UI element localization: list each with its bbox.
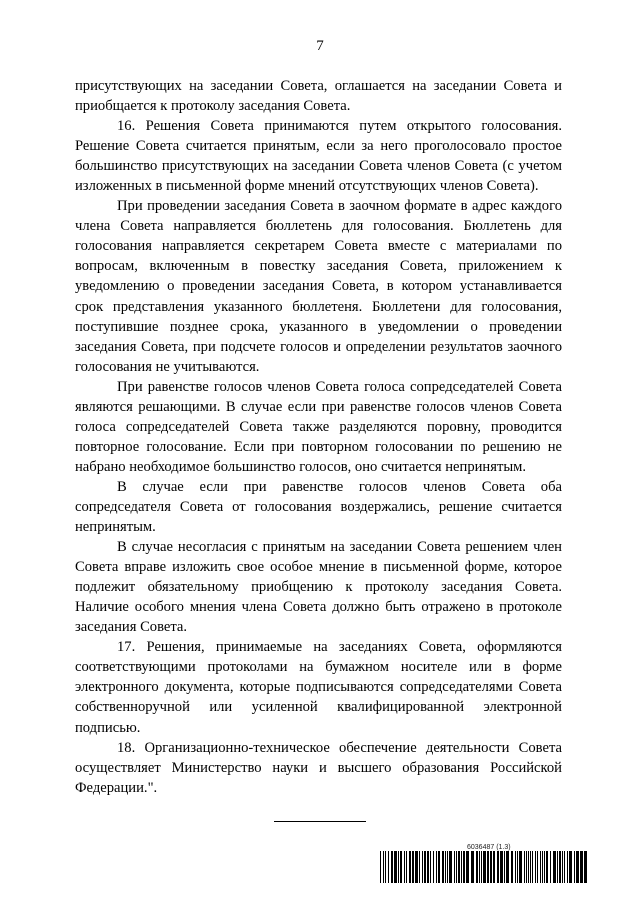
paragraph: В случае несогласия с принятым на заседании Совета решением член Совета вправе изложить свое особое мнение в письменной форме, которое подлежит обязательному приобщению к протоколу заседания Совета. Наличие особого мнения члена Совета должно быть отражено в протоколе заседания Совета.: [75, 539, 562, 636]
paragraph: При равенстве голосов членов Совета голоса сопредседателей Совета являются решающими. В случае если при равенстве голосов членов Совета голоса сопредседателей Совета также разделяются поровну, проводится повторное голосование. Если при повторном голосовании по решению не набрано необходимое большинство голосов, оно считается непринятым.: [75, 378, 562, 475]
separator-line: [274, 821, 366, 822]
paragraph: 17. Решения, принимаемые на заседаниях Совета, оформляются соответствующими протоколами на бумажном носителе или в форме электронного документа, которые подписываются сопредседателями Совета собственноручной или усиленной квалифицированной электронной подписью.: [75, 639, 562, 736]
paragraph: присутствующих на заседании Совета, оглашается на заседании Совета и приобщается к протоколу заседания Совета.: [75, 78, 562, 115]
barcode-icon: [380, 851, 587, 883]
document-body: [75, 76, 562, 798]
paragraph: 18. Организационно-техническое обеспечение деятельности Совета осуществляет Министерство науки и высшего образования Российской Федерации.".: [75, 739, 562, 796]
page-number: 7: [316, 38, 324, 54]
document-code: 6036487 (1.3): [467, 844, 511, 851]
paragraph: При проведении заседания Совета в заочном формате в адрес каждого члена Совета направляется бюллетень для голосования. Бюллетень для голосования направляется секретарем Совета вместе с материалами по вопросам, включенным в повестку заседания Совета, приложением к уведомлению о проведении заседания Совета, в котором устанавливается срок представления указанного бюллетеня. Бюллетени для голосования, поступившие позднее срока, указанного в уведомлении о проведении заседания Совета, при подсчете голосов и определении результатов заочного голосования не учитываются.: [75, 198, 562, 375]
paragraph: В случае если при равенстве голосов членов Совета оба сопредседателя Совета от голосования воздержались, решение считается непринятым.: [75, 478, 562, 536]
paragraph: 16. Решения Совета принимаются путем открытого голосования. Решение Совета считается принятым, если за него проголосовало простое большинство присутствующих на заседании Совета членов Совета (с учетом изложенных в письменной форме мнений отсутствующих членов Совета).: [75, 118, 562, 195]
